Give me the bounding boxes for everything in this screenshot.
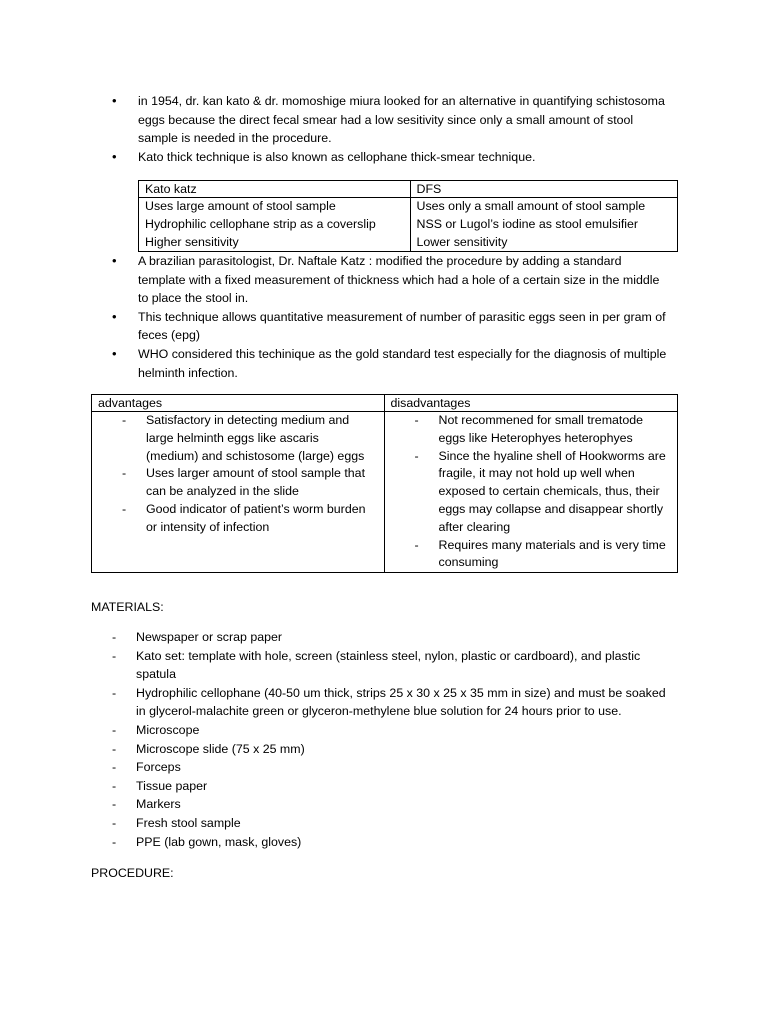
middle-bullet-2: • This technique allows quantitative measurement of number of parasitic eggs seen in per gram of feces (epg) (112, 308, 672, 345)
disadvantage-item: - Not recommened for small trematode eggs like Heterophyes heterophyes (411, 412, 668, 448)
dfs-item: NSS or Lugol’s iodine as stool emulsifier (416, 216, 639, 231)
kato-katz-cell (139, 198, 411, 252)
material-item: - Tissue paper (112, 777, 672, 796)
middle-bullet-1: • A brazilian parasitologist, Dr. Naftale Katz : modified the procedure by adding a standard template with a fixed measurement of thickness which had a hole of a certain size in the middle to place the stool in. (112, 252, 672, 308)
table-row (139, 198, 678, 252)
table-header-row (92, 395, 678, 412)
material-item: - Forceps (112, 758, 672, 777)
materials-heading: MATERIALS: (91, 600, 164, 614)
header-advantages: advantages (92, 395, 385, 412)
material-item: - Markers (112, 795, 672, 814)
advantage-item: - Uses larger amount of stool sample that can be analyzed in the slide (118, 465, 370, 501)
advantages-list (118, 412, 370, 537)
middle-bullet-list (112, 252, 672, 382)
advantage-item: - Satisfactory in detecting medium and large helminth eggs like ascaris (medium) and schistosome (large) eggs (118, 412, 370, 465)
kato-katz-item: Hydrophilic cellophane strip as a coverslip (145, 216, 376, 231)
material-item: - Hydrophilic cellophane (40-50 um thick, strips 25 x 30 x 25 x 35 mm in size) and must be soaked in glycerol-malachite green or glyceron-methylene blue solution for 24 hours prior to use. (112, 684, 672, 721)
procedure-heading: PROCEDURE: (91, 866, 174, 880)
dfs-cell (410, 198, 678, 252)
material-item: - PPE (lab gown, mask, gloves) (112, 833, 672, 852)
kato-katz-item: Uses large amount of stool sample (145, 199, 336, 213)
material-item: - Newspaper or scrap paper (112, 628, 672, 647)
header-kato-katz: Kato katz (139, 181, 411, 198)
advantages-disadvantages-table (91, 394, 678, 573)
advantages-cell (92, 412, 385, 573)
disadvantages-list (411, 412, 668, 572)
dfs-item: Uses only a small amount of stool sample (416, 199, 646, 213)
material-item: - Microscope slide (75 x 25 mm) (112, 740, 672, 759)
kato-katz-item: Higher sensitivity (145, 234, 239, 249)
materials-list (112, 628, 672, 851)
header-dfs: DFS (410, 181, 678, 198)
table-row (92, 412, 678, 573)
kato-vs-dfs-table (138, 180, 678, 252)
intro-bullet-list (112, 92, 672, 166)
disadvantage-item: - Requires many materials and is very time consuming (411, 537, 668, 573)
disadvantage-item: - Since the hyaline shell of Hookworms are fragile, it may not hold up well when exposed to certain chemicals, thus, their eggs may collapse and disappear shortly after clearing (411, 448, 668, 537)
advantage-item: - Good indicator of patient’s worm burden or intensity of infection (118, 501, 370, 537)
intro-bullet-1: • in 1954, dr. kan kato & dr. momoshige miura looked for an alternative in quantifying schistosoma eggs because the direct fecal smear had a low sesitivity since only a small amount of stool sample is needed in the procedure. (112, 92, 672, 148)
header-disadvantages: disadvantages (384, 395, 678, 412)
dfs-item: Lower sensitivity (416, 234, 508, 249)
disadvantages-cell (384, 412, 678, 573)
material-item: - Fresh stool sample (112, 814, 672, 833)
intro-bullet-2: • Kato thick technique is also known as cellophane thick-smear technique. (112, 148, 672, 167)
middle-bullet-3: • WHO considered this techinique as the gold standard test especially for the diagnosis of multiple helminth infection. (112, 345, 672, 382)
table-header-row (139, 181, 678, 198)
material-item: - Kato set: template with hole, screen (stainless steel, nylon, plastic or cardboard), and plastic spatula (112, 647, 672, 684)
material-item: - Microscope (112, 721, 672, 740)
